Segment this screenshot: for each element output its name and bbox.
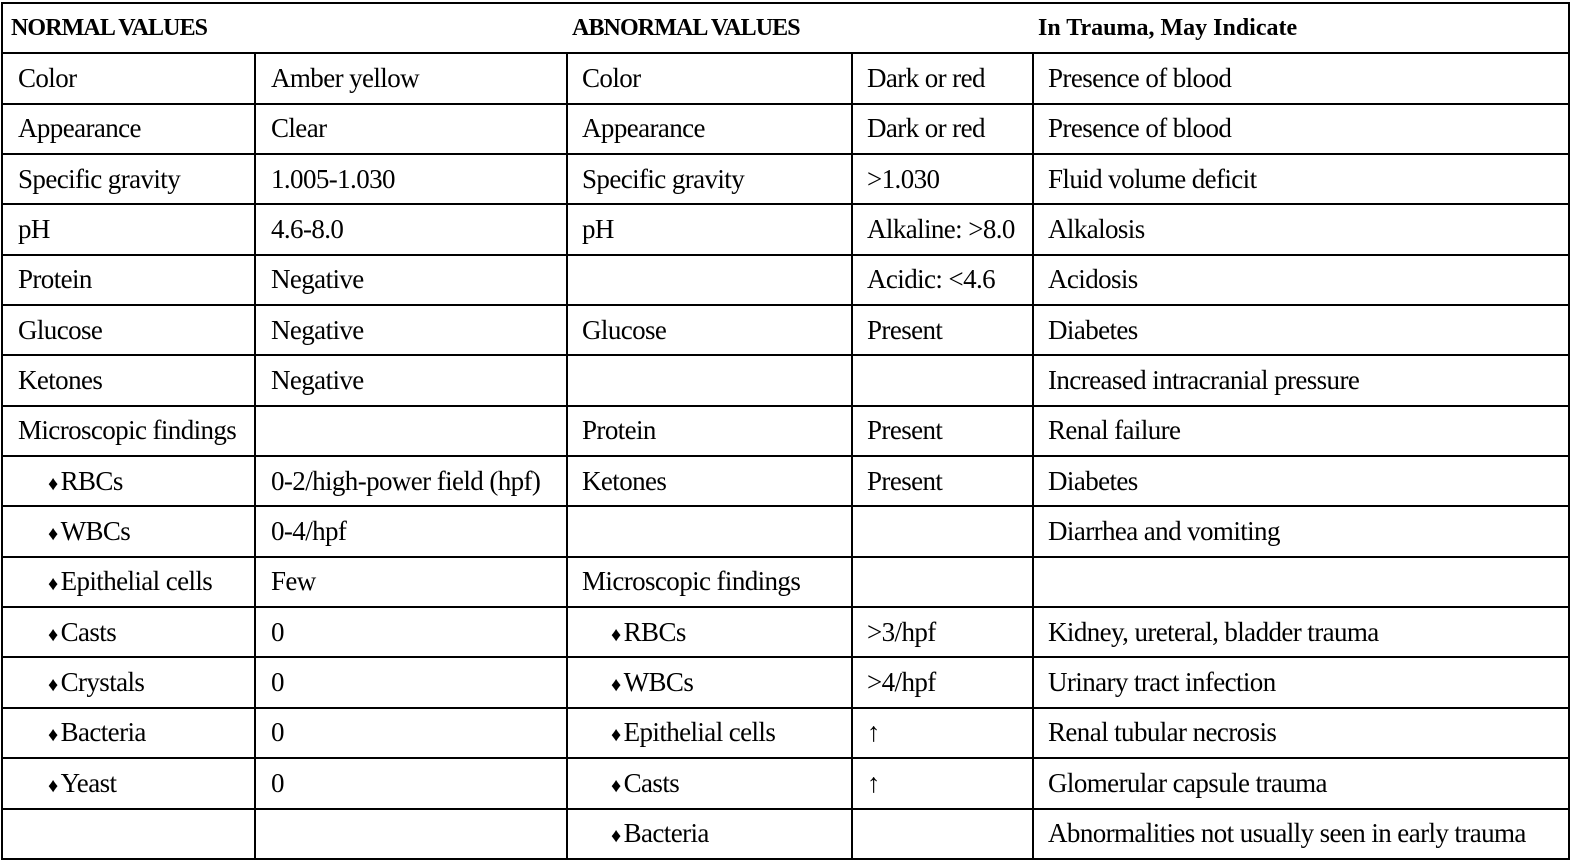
- normal-value-cell: Amber yellow: [255, 53, 567, 103]
- abnormal-value-cell: [852, 557, 1033, 607]
- normal-value-cell: 0: [255, 607, 567, 657]
- abnormal-test-cell: Protein: [567, 406, 852, 456]
- abnormal-value-cell: Dark or red: [852, 104, 1033, 154]
- normal-test-label: Epithelial cells: [60, 566, 213, 597]
- normal-test-cell: [2, 657, 255, 707]
- abnormal-value-cell: [852, 506, 1033, 556]
- abnormal-test-cell: Specific gravity: [567, 154, 852, 204]
- bullet-icon: ♦: [611, 724, 621, 747]
- indication-cell: Diarrhea and vomiting: [1033, 506, 1569, 556]
- normal-test-label: Casts: [60, 616, 117, 647]
- indication-cell: Fluid volume deficit: [1033, 154, 1569, 204]
- table-row: [2, 406, 1569, 456]
- normal-test-cell: pH: [2, 204, 255, 254]
- indication-cell: Diabetes: [1033, 456, 1569, 506]
- abnormal-test-cell: [567, 657, 852, 707]
- normal-test-label: Crystals: [60, 667, 145, 698]
- bullet-icon: ♦: [611, 774, 621, 797]
- abnormal-value-cell: >3/hpf: [852, 607, 1033, 657]
- bullet-icon: ♦: [48, 472, 58, 495]
- abnormal-test-cell: Glucose: [567, 305, 852, 355]
- normal-test-label: Yeast: [60, 767, 117, 798]
- normal-value-cell: 0-4/hpf: [255, 506, 567, 556]
- abnormal-test-cell: [567, 506, 852, 556]
- abnormal-value-cell: >4/hpf: [852, 657, 1033, 707]
- abnormal-value-cell: Dark or red: [852, 53, 1033, 103]
- normal-test-cell: [2, 758, 255, 808]
- normal-test-cell: Color: [2, 53, 255, 103]
- normal-value-cell: Negative: [255, 305, 567, 355]
- abnormal-test-label: WBCs: [623, 667, 694, 698]
- normal-test-cell: [2, 607, 255, 657]
- table-row: [2, 53, 1569, 103]
- abnormal-test-label: RBCs: [623, 616, 686, 647]
- indication-cell: Urinary tract infection: [1033, 657, 1569, 707]
- bullet-icon: ♦: [48, 573, 58, 596]
- abnormal-test-cell: [567, 758, 852, 808]
- normal-value-cell: Negative: [255, 255, 567, 305]
- abnormal-value-cell: [852, 809, 1033, 860]
- abnormal-value-cell: [852, 708, 1033, 758]
- bullet-icon: ♦: [48, 674, 58, 697]
- normal-test-cell: [2, 456, 255, 506]
- up-arrow-icon: ↑: [867, 717, 880, 748]
- bullet-icon: ♦: [48, 623, 58, 646]
- table-row: [2, 255, 1569, 305]
- bullet-icon: ♦: [611, 623, 621, 646]
- bullet-icon: ♦: [48, 724, 58, 747]
- abnormal-test-cell: [567, 708, 852, 758]
- normal-test-label: Bacteria: [60, 717, 146, 748]
- table-row: [2, 607, 1569, 657]
- normal-test-cell: Ketones: [2, 355, 255, 405]
- normal-value-cell: Clear: [255, 104, 567, 154]
- normal-test-cell: Microscopic findings: [2, 406, 255, 456]
- bullet-icon: ♦: [48, 774, 58, 797]
- abnormal-test-label: Bacteria: [623, 818, 709, 849]
- table-row: [2, 657, 1569, 707]
- abnormal-value-cell: [852, 758, 1033, 808]
- header-trauma-indicates: In Trauma, May Indicate: [1033, 3, 1569, 53]
- abnormal-test-cell: pH: [567, 204, 852, 254]
- bullet-icon: ♦: [611, 825, 621, 848]
- abnormal-value-cell: Present: [852, 406, 1033, 456]
- table-row: [2, 557, 1569, 607]
- abnormal-test-label: Casts: [623, 767, 680, 798]
- abnormal-test-cell: [567, 355, 852, 405]
- indication-cell: Alkalosis: [1033, 204, 1569, 254]
- table-row: [2, 305, 1569, 355]
- table-row: [2, 104, 1569, 154]
- normal-value-cell: 0-2/high-power field (hpf): [255, 456, 567, 506]
- indication-cell: Increased intracranial pressure: [1033, 355, 1569, 405]
- header-normal-values: NORMAL VALUES: [2, 3, 567, 53]
- abnormal-test-cell: [567, 809, 852, 860]
- bullet-icon: ♦: [611, 674, 621, 697]
- normal-value-cell: [255, 406, 567, 456]
- normal-test-cell: Protein: [2, 255, 255, 305]
- normal-test-cell: Specific gravity: [2, 154, 255, 204]
- abnormal-value-cell: Alkaline: >8.0: [852, 204, 1033, 254]
- table-header-row: [2, 3, 1569, 53]
- abnormal-value-cell: >1.030: [852, 154, 1033, 204]
- indication-cell: Abnormalities not usually seen in early trauma: [1033, 809, 1569, 860]
- normal-test-cell: [2, 506, 255, 556]
- abnormal-test-cell: [567, 255, 852, 305]
- table-row: [2, 355, 1569, 405]
- abnormal-value-cell: Acidic: <4.6: [852, 255, 1033, 305]
- urinalysis-table: [1, 2, 1570, 860]
- indication-cell: Kidney, ureteral, bladder trauma: [1033, 607, 1569, 657]
- indication-cell: Acidosis: [1033, 255, 1569, 305]
- abnormal-value-cell: Present: [852, 305, 1033, 355]
- abnormal-test-label: Epithelial cells: [623, 717, 776, 748]
- abnormal-test-cell: Color: [567, 53, 852, 103]
- normal-value-cell: Negative: [255, 355, 567, 405]
- normal-test-cell: [2, 708, 255, 758]
- normal-test-label: RBCs: [60, 465, 123, 496]
- abnormal-test-cell: Appearance: [567, 104, 852, 154]
- normal-test-cell: Glucose: [2, 305, 255, 355]
- table-row: [2, 456, 1569, 506]
- table-row: [2, 708, 1569, 758]
- bullet-icon: ♦: [48, 523, 58, 546]
- indication-cell: Diabetes: [1033, 305, 1569, 355]
- abnormal-test-cell: [567, 607, 852, 657]
- header-abnormal-values: ABNORMAL VALUES: [567, 3, 1033, 53]
- abnormal-test-cell: Ketones: [567, 456, 852, 506]
- normal-value-cell: 0: [255, 708, 567, 758]
- abnormal-value-cell: Present: [852, 456, 1033, 506]
- normal-value-cell: 4.6-8.0: [255, 204, 567, 254]
- indication-cell: Renal tubular necrosis: [1033, 708, 1569, 758]
- normal-value-cell: [255, 809, 567, 860]
- normal-test-cell: [2, 809, 255, 860]
- normal-value-cell: 0: [255, 657, 567, 707]
- indication-cell: Presence of blood: [1033, 53, 1569, 103]
- normal-value-cell: Few: [255, 557, 567, 607]
- indication-cell: Presence of blood: [1033, 104, 1569, 154]
- normal-test-cell: [2, 557, 255, 607]
- table-row: [2, 506, 1569, 556]
- table-row: [2, 758, 1569, 808]
- table-row: [2, 809, 1569, 860]
- normal-test-label: WBCs: [60, 516, 131, 547]
- table-row: [2, 204, 1569, 254]
- indication-cell: [1033, 557, 1569, 607]
- indication-cell: Glomerular capsule trauma: [1033, 758, 1569, 808]
- abnormal-value-cell: [852, 355, 1033, 405]
- normal-value-cell: 1.005-1.030: [255, 154, 567, 204]
- normal-value-cell: 0: [255, 758, 567, 808]
- normal-test-cell: Appearance: [2, 104, 255, 154]
- indication-cell: Renal failure: [1033, 406, 1569, 456]
- abnormal-test-cell: Microscopic findings: [567, 557, 852, 607]
- up-arrow-icon: ↑: [867, 767, 880, 798]
- table-row: [2, 154, 1569, 204]
